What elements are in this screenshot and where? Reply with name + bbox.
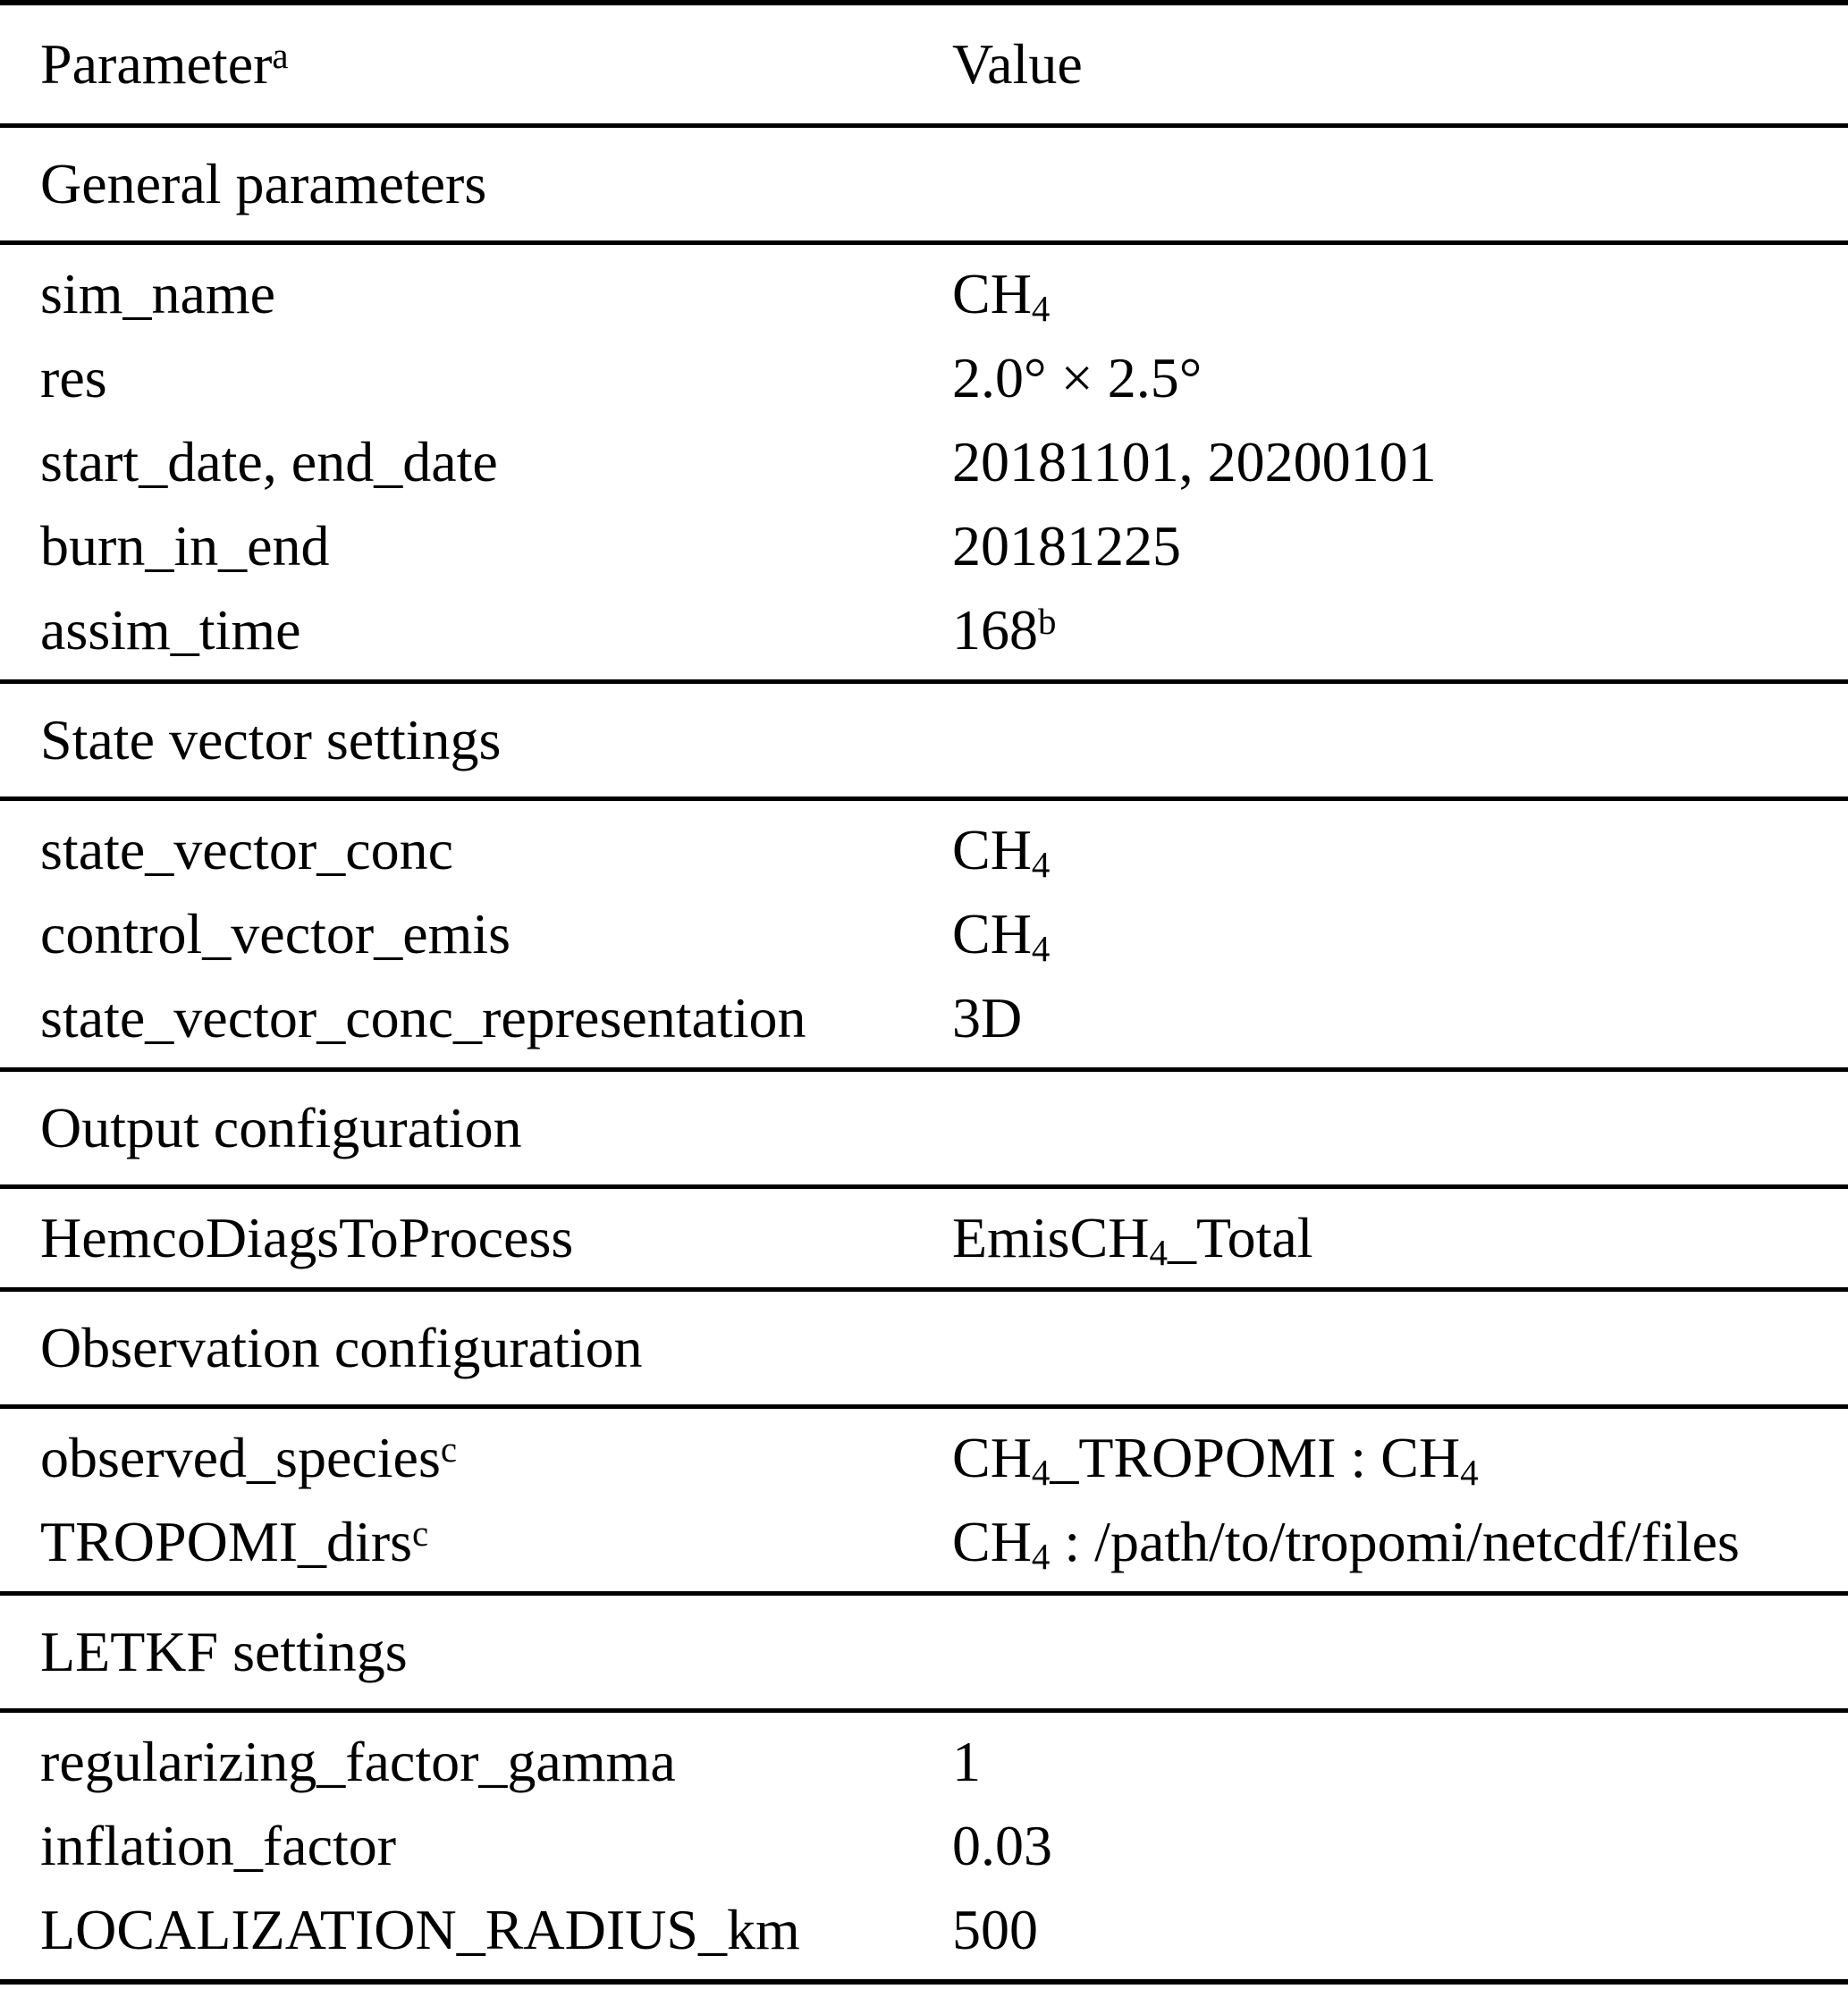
parameter-sup: c [412, 1512, 429, 1554]
parameter-cell [0, 1813, 952, 1879]
value-text: 1 [952, 1730, 981, 1793]
parameter-text: observed_species [40, 1426, 441, 1489]
value-cell [952, 1897, 1848, 1963]
value-text: 0.03 [952, 1814, 1052, 1877]
parameter-text: start_date, end_date [40, 430, 498, 493]
parameter-cell [0, 817, 952, 883]
value-sub: 4 [1149, 1232, 1168, 1273]
parameter-cell [0, 1897, 952, 1963]
section-title-output-configuration: Output configuration [40, 1096, 522, 1159]
parameter-text: state_vector_conc [40, 818, 453, 881]
value-cell [952, 429, 1848, 495]
table-row [0, 1720, 1848, 1804]
value-sup: b [1038, 600, 1057, 642]
value-cell [952, 985, 1848, 1051]
parameter-cell [0, 1425, 952, 1491]
value-text: : /path/to/tropomi/netcdf/files [1050, 1510, 1740, 1573]
section-rows [0, 1713, 1848, 1979]
parameter-text: state_vector_conc_representation [40, 986, 806, 1049]
parameter-text: assim_time [40, 598, 301, 662]
parameter-cell [0, 345, 952, 411]
table-row [0, 808, 1848, 892]
section-title-letkf-settings: LETKF settings [40, 1620, 408, 1683]
section-rows [0, 801, 1848, 1067]
value-sub: 4 [1460, 1452, 1479, 1493]
value-text: CH [952, 1426, 1032, 1489]
table-header-row [0, 5, 1848, 123]
value-text: CH [952, 818, 1032, 881]
table-row [0, 1196, 1848, 1280]
parameter-cell [0, 429, 952, 495]
value-text: 3D [952, 986, 1023, 1049]
parameter-cell [0, 1729, 952, 1795]
header-parameter-footnote-marker: a [272, 34, 289, 76]
parameter-text: TROPOMI_dirs [40, 1510, 413, 1573]
header-value-label: Value [952, 32, 1083, 96]
parameter-text: regularizing_factor_gamma [40, 1730, 676, 1793]
table-row [0, 892, 1848, 976]
section-rows [0, 245, 1848, 679]
value-text: 20181225 [952, 514, 1181, 577]
value-text: 168 [952, 598, 1038, 662]
value-text: CH [952, 902, 1032, 965]
parameter-text: HemcoDiagsToProcess [40, 1206, 574, 1269]
parameter-sup: c [440, 1428, 458, 1470]
value-sub: 4 [1031, 844, 1051, 885]
value-cell [952, 1813, 1848, 1879]
value-cell [952, 817, 1848, 883]
value-sub: 4 [1031, 1452, 1051, 1493]
value-cell [952, 1205, 1848, 1271]
value-sub: 4 [1031, 928, 1051, 969]
section-title-state-vector-settings: State vector settings [40, 708, 502, 771]
value-cell [952, 261, 1848, 327]
header-value-cell [952, 31, 1848, 97]
parameter-text: burn_in_end [40, 514, 330, 577]
table-row [0, 1888, 1848, 1972]
value-cell [952, 1729, 1848, 1795]
parameter-cell [0, 513, 952, 579]
parameter-text: LOCALIZATION_RADIUS_km [40, 1898, 800, 1961]
table-row [0, 420, 1848, 504]
parameter-cell [0, 597, 952, 663]
parameter-text: sim_name [40, 262, 276, 325]
parameter-cell [0, 261, 952, 327]
parameter-text: inflation_factor [40, 1814, 397, 1877]
table-row [0, 976, 1848, 1060]
table-row [0, 1804, 1848, 1888]
value-text: EmisCH [952, 1206, 1150, 1269]
value-cell [952, 1509, 1848, 1575]
value-text: 500 [952, 1898, 1038, 1961]
value-text: _Total [1167, 1206, 1313, 1269]
value-text: CH [952, 1510, 1032, 1573]
section-rows [0, 1409, 1848, 1591]
value-cell [952, 345, 1848, 411]
section-rows [0, 1189, 1848, 1287]
section-title-observation-configuration: Observation configuration [40, 1316, 643, 1379]
parameter-text: control_vector_emis [40, 902, 511, 965]
header-parameter-label: Parameter [40, 32, 273, 96]
value-sub: 4 [1031, 1536, 1051, 1577]
parameter-cell [0, 1509, 952, 1575]
value-cell [952, 1425, 1848, 1491]
table-row [0, 504, 1848, 588]
value-text: 20181101, 20200101 [952, 430, 1437, 493]
section-title-general-parameters: General parameters [40, 152, 487, 215]
value-sub: 4 [1031, 288, 1051, 329]
table-row [0, 252, 1848, 336]
table-bottom-rule [0, 1979, 1848, 1985]
table-row [0, 1416, 1848, 1500]
parameter-cell [0, 1205, 952, 1271]
value-cell [952, 597, 1848, 663]
parameter-cell [0, 985, 952, 1051]
value-cell [952, 513, 1848, 579]
table-row [0, 336, 1848, 420]
value-text: 2.0° × 2.5° [952, 346, 1202, 409]
value-text: CH [952, 262, 1032, 325]
header-parameter-cell [0, 31, 952, 97]
parameter-text: res [40, 346, 107, 409]
value-text: _TROPOMI : CH [1050, 1426, 1461, 1489]
value-cell [952, 901, 1848, 967]
table-row [0, 588, 1848, 672]
table-row [0, 1500, 1848, 1584]
parameter-cell [0, 901, 952, 967]
